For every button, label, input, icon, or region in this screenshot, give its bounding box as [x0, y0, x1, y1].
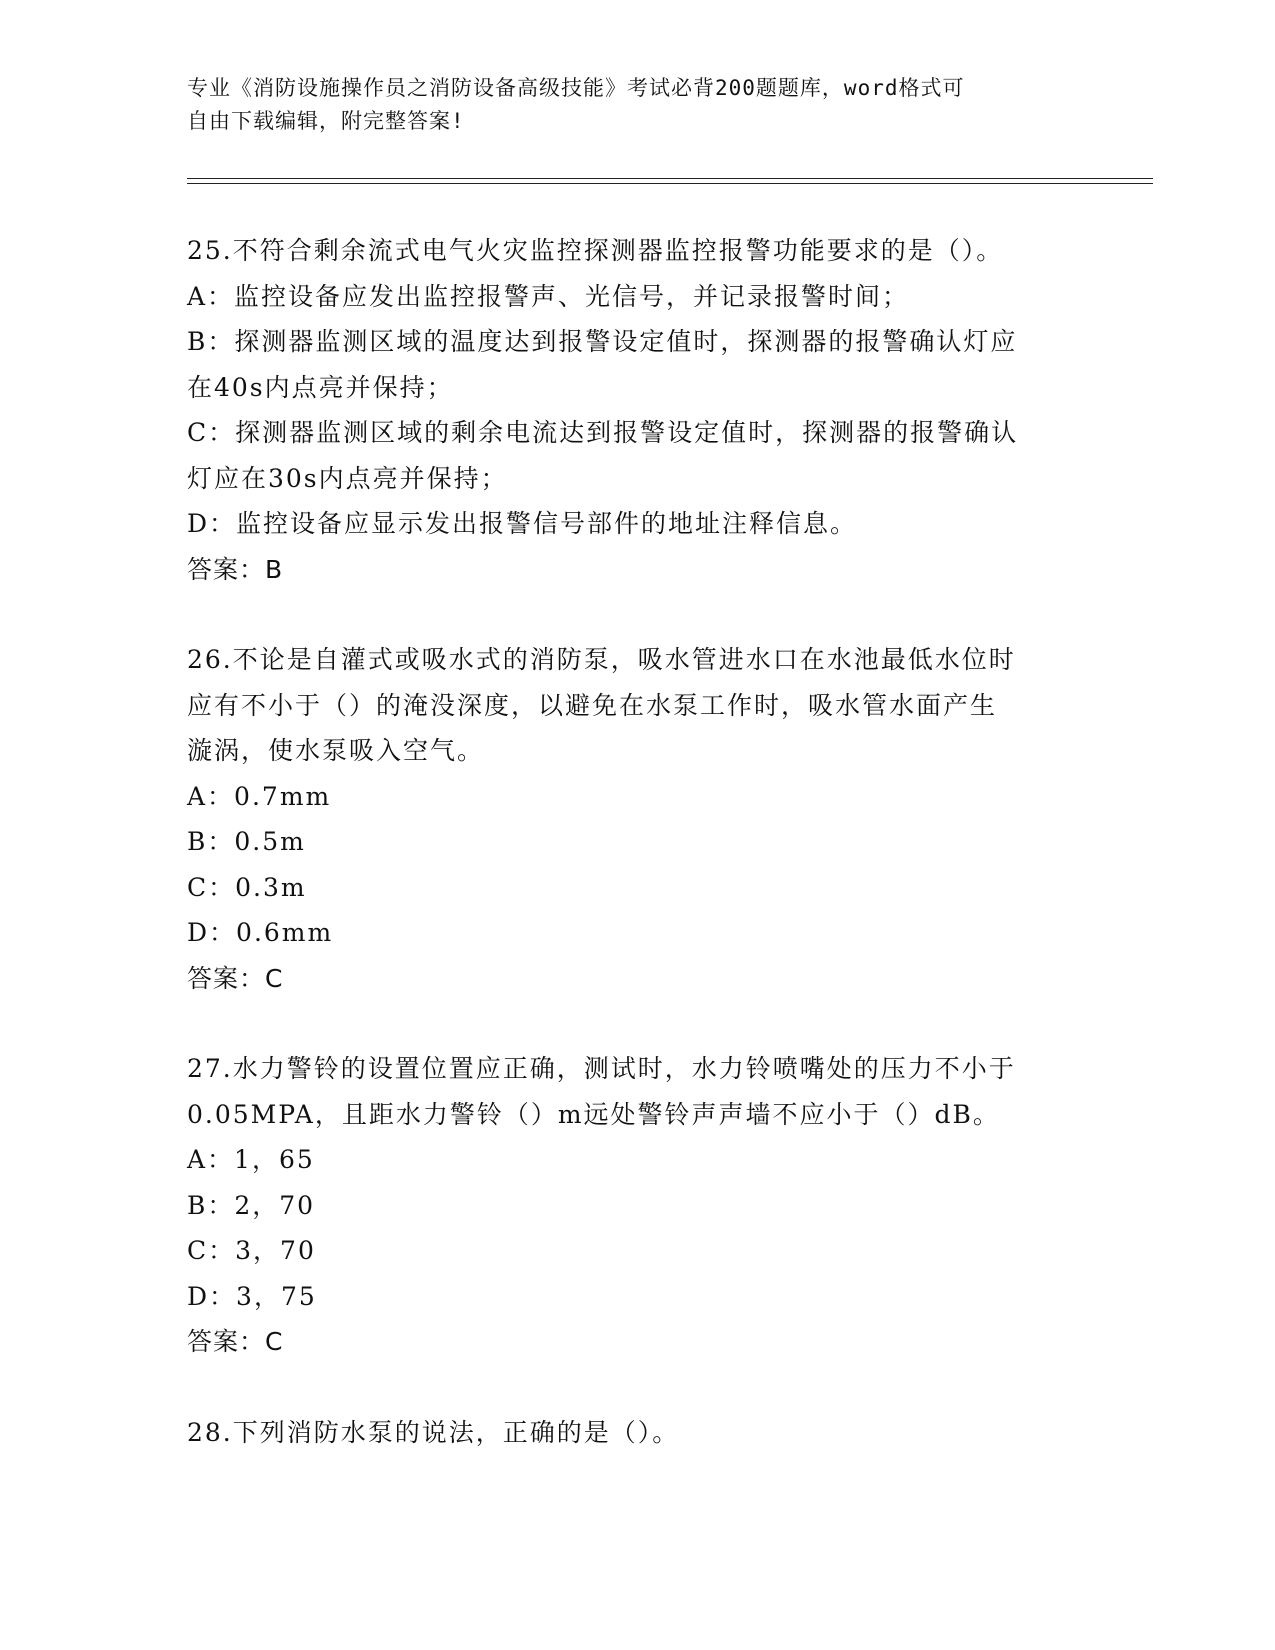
question-stem-line: 漩涡，使水泵吸入空气。: [187, 736, 485, 765]
answer-line: 答案：C: [187, 1327, 284, 1356]
header-divider-bottom: [187, 183, 1153, 184]
option-line: 在40s内点亮并保持；: [187, 372, 454, 402]
option-line: C：0.3m: [187, 872, 307, 902]
question-spacer: [187, 592, 1087, 637]
option-line: B：探测器监测区域的温度达到报警设定值时，探测器的报警确认灯应: [187, 327, 1018, 356]
question-stem-line: 26.不论是自灌式或吸水式的消防泵，吸水管进水口在水池最低水位时: [187, 645, 1016, 674]
document-header: [187, 72, 1067, 138]
question-spacer: [187, 1365, 1087, 1410]
header-line-2: 自由下载编辑，附完整答案!: [187, 109, 465, 133]
option-line: D：0.6mm: [187, 918, 334, 947]
option-line: D：监控设备应显示发出报警信号部件的地址注释信息。: [187, 509, 858, 538]
question-spacer: [187, 1001, 1087, 1046]
question-block: [187, 228, 1087, 592]
question-stem-line: 25.不符合剩余流式电气火灾监控探测器监控报警功能要求的是（）。: [187, 236, 1004, 265]
option-line: C：探测器监测区域的剩余电流达到报警设定值时，探测器的报警确认: [187, 418, 1019, 447]
option-line: A：1，65: [187, 1145, 315, 1174]
question-block: [187, 1410, 1087, 1456]
question-stem-line: 28.下列消防水泵的说法，正确的是（）。: [187, 1417, 680, 1447]
option-line: 灯应在30s内点亮并保持；: [187, 463, 508, 493]
question-list: [187, 228, 1087, 1455]
answer-line: 答案：C: [187, 963, 284, 993]
answer-line: 答案：B: [187, 554, 284, 584]
question-block: [187, 637, 1087, 1001]
option-line: A：0.7mm: [187, 781, 332, 811]
option-line: B：0.5m: [187, 827, 306, 856]
option-line: D：3，75: [187, 1281, 317, 1311]
header-divider-top: [187, 178, 1153, 179]
question-stem-line: 27.水力警铃的设置位置应正确，测试时，水力铃喷嘴处的压力不小于: [187, 1054, 1016, 1083]
question-stem-line: 0.05MPA，且距水力警铃（）m远处警铃声声墙不应小于（）dB。: [187, 1099, 1000, 1129]
option-line: A：监控设备应发出监控报警声、光信号，并记录报警时间；: [187, 281, 910, 311]
option-line: B：2，70: [187, 1190, 316, 1220]
question-block: [187, 1046, 1087, 1365]
option-line: C：3，70: [187, 1236, 316, 1265]
question-stem-line: 应有不小于（）的淹没深度，以避免在水泵工作时，吸水管水面产生: [187, 690, 998, 720]
header-line-1: 专业《消防设施操作员之消防设备高级技能》考试必背200题题库，word格式可: [187, 76, 965, 100]
